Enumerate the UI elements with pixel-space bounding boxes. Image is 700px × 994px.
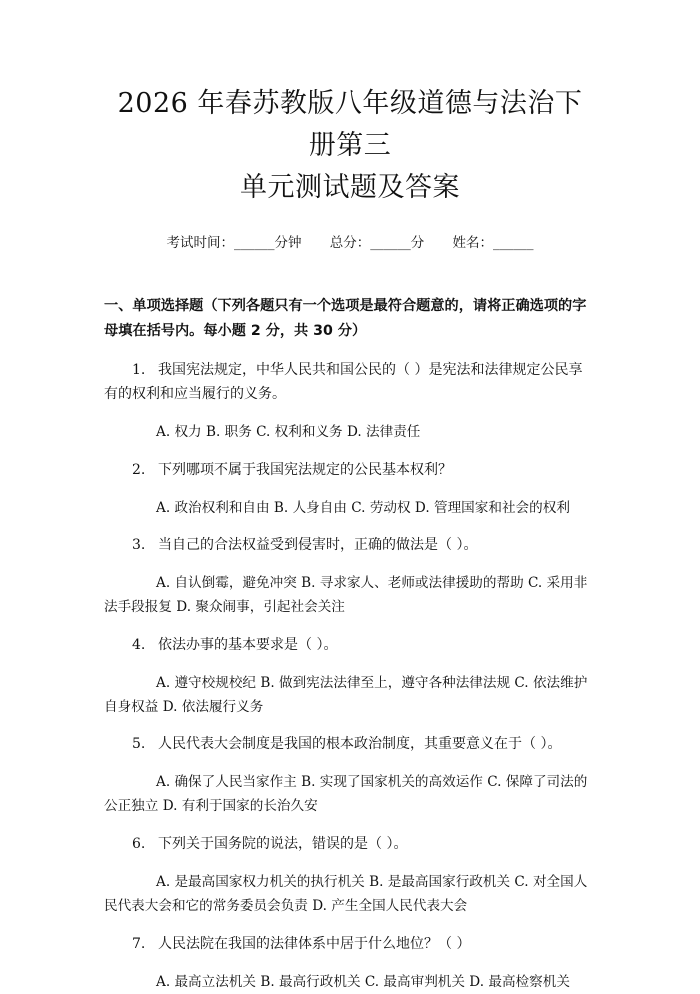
question-options: A. 最高立法机关 B. 最高行政机关 C. 最高审判机关 D. 最高检察机关 bbox=[156, 973, 570, 990]
question-stem: 人民代表大会制度是我国的根本政治制度，其重要意义在于（ ）。 bbox=[158, 736, 562, 753]
question-1 bbox=[104, 358, 596, 444]
question-options: A. 确保了人民当家作主 B. 实现了国家机关的高效运作 C. 保障了司法的公正独立 D. 有利于国家的长治久安 bbox=[104, 774, 588, 815]
question-text bbox=[104, 533, 596, 557]
question-stem: 当自己的合法权益受到侵害时，正确的做法是（ ）。 bbox=[158, 537, 478, 554]
exam-time: 考试时间：______分钟 bbox=[166, 235, 302, 251]
question-3 bbox=[104, 533, 596, 619]
question-text bbox=[104, 732, 596, 756]
question-text bbox=[104, 633, 596, 657]
title-line-2: 单元测试题及答案 bbox=[240, 172, 460, 203]
question-text bbox=[104, 932, 596, 956]
exam-score: 总分：______分 bbox=[329, 235, 425, 251]
question-text bbox=[104, 832, 596, 856]
question-7 bbox=[104, 932, 596, 994]
question-6 bbox=[104, 832, 596, 918]
question-options: A. 自认倒霉，避免冲突 B. 寻求家人、老师或法律援助的帮助 C. 采用非法手段报复 D. 聚众闹事，引起社会关注 bbox=[104, 575, 588, 616]
question-options: A. 政治权利和自由 B. 人身自由 C. 劳动权 D. 管理国家和社会的权利 bbox=[156, 499, 570, 516]
question-stem: 依法办事的基本要求是（ ）。 bbox=[158, 636, 338, 653]
question-4 bbox=[104, 633, 596, 719]
question-number: 2. bbox=[132, 461, 146, 478]
question-stem: 我国宪法规定，中华人民共和国公民的（ ）是宪法和法律规定公民享有的权利和应当履行的义务。 bbox=[104, 362, 583, 402]
section-heading: 一、单项选择题（下列各题只有一个选项是最符合题意的，请将正确选项的字母填在括号内。每小题 2 分，共 30 分） bbox=[104, 298, 587, 339]
question-list bbox=[104, 358, 596, 994]
exam-meta bbox=[104, 233, 596, 253]
title-line-1: 2026 年春苏教版八年级道德与法治下册第三 bbox=[117, 88, 583, 161]
student-name: 姓名：______ bbox=[452, 235, 534, 251]
question-text bbox=[104, 458, 596, 482]
question-options: A. 是最高国家权力机关的执行机关 B. 是最高国家行政机关 C. 对全国人民代表大会和它的常务委员会负责 D. 产生全国人民代表大会 bbox=[104, 873, 588, 914]
question-5 bbox=[104, 732, 596, 818]
question-options: A. 遵守校规校纪 B. 做到宪法法律至上，遵守各种法律法规 C. 依法维护自身权益 D. 依法履行义务 bbox=[104, 674, 588, 715]
question-number: 5. bbox=[132, 736, 146, 753]
question-number: 6. bbox=[132, 835, 146, 852]
question-number: 3. bbox=[132, 537, 146, 554]
question-number: 4. bbox=[132, 636, 146, 653]
question-stem: 人民法院在我国的法律体系中居于什么地位？（ ） bbox=[158, 935, 471, 952]
question-stem: 下列关于国务院的说法，错误的是（ ）。 bbox=[158, 835, 408, 852]
question-stem: 下列哪项不属于我国宪法规定的公民基本权利？ bbox=[158, 461, 452, 478]
question-text bbox=[104, 358, 596, 406]
question-options: A. 权力 B. 职务 C. 权利和义务 D. 法律责任 bbox=[156, 424, 421, 440]
document-title bbox=[104, 0, 596, 209]
question-number: 7. bbox=[132, 935, 146, 952]
question-2 bbox=[104, 458, 596, 520]
question-number: 1. bbox=[132, 362, 146, 378]
